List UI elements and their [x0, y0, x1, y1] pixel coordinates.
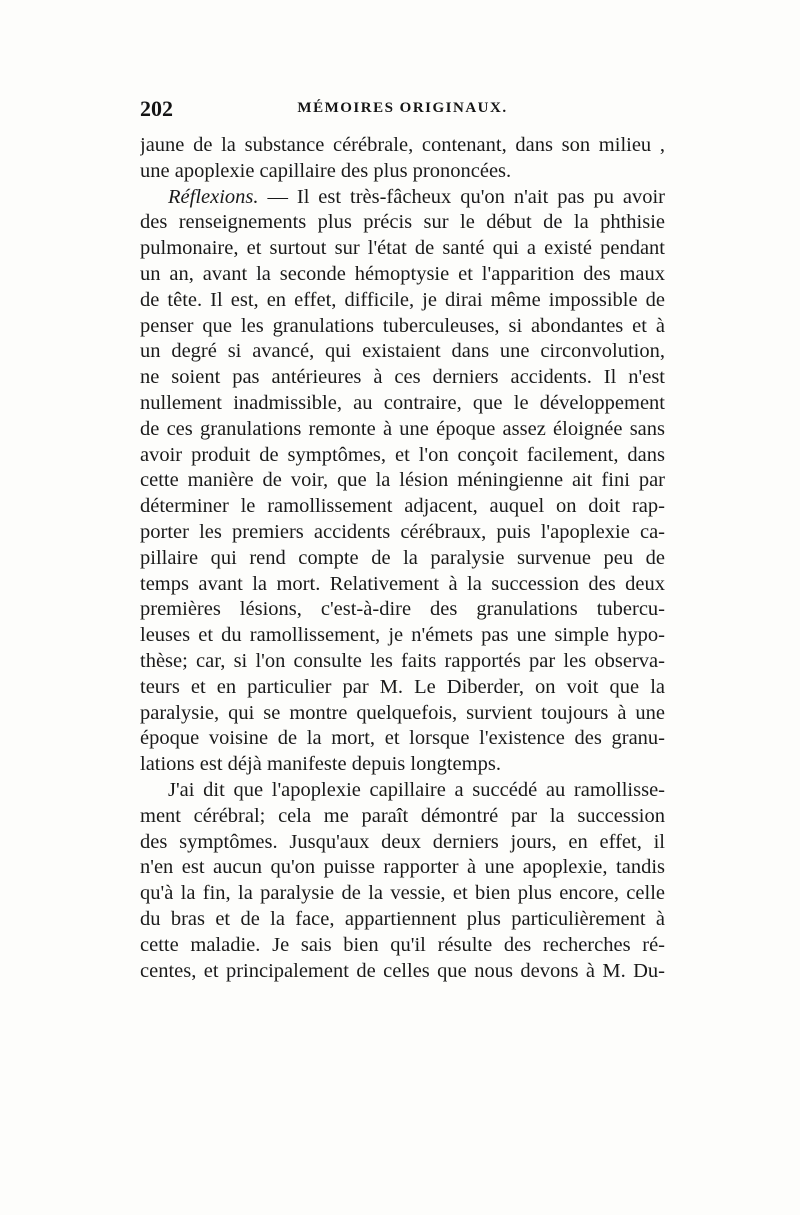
text-line: nullement inadmissible, au contraire, que le développement — [140, 391, 665, 414]
reflexions-heading: Réflexions. — [168, 185, 259, 208]
text-line: jaune de la substance cérébrale, contenant, dans son milieu , — [140, 134, 665, 156]
body-text — [140, 133, 665, 984]
text-line: un degré si avancé, qui existaient dans une circonvolution, — [140, 340, 665, 363]
page-number: 202 — [140, 96, 173, 121]
text-line: cette manière de voir, que la lésion méningienne ait fini par — [140, 469, 665, 492]
text-line: thèse; car, si l'on consulte les faits rapportés par les observa- — [140, 649, 665, 672]
text-line: un an, avant la seconde hémoptysie et l'apparition des maux — [140, 262, 665, 285]
text-line: penser que les granulations tuberculeuses, si abondantes et à — [140, 314, 665, 337]
text-line: premières lésions, c'est-à-dire des granulations tubercu- — [140, 598, 665, 621]
text-line: des renseignements plus précis sur le début de la phthisie — [140, 211, 665, 234]
text-line: leuses et du ramollissement, je n'émets pas une simple hypo- — [140, 624, 665, 647]
text-line: avoir produit de symptômes, et l'on conçoit facilement, dans — [140, 443, 665, 466]
text-line: ment cérébral; cela me paraît démontré par la succession — [140, 804, 665, 827]
text-line: centes, et principalement de celles que nous devons à M. Du- — [140, 959, 665, 982]
text-line: lations est déjà manifeste depuis longtemps. — [140, 753, 501, 776]
text-line: de ces granulations remonte à une époque assez éloignée sans — [140, 417, 665, 440]
text-line: teurs et en particulier par M. Le Diberder, on voit que la — [140, 675, 665, 698]
text-line: une apoplexie capillaire des plus prononcées. — [140, 159, 512, 182]
text-span: — Il est très-fâcheux qu'on n'ait pas pu avoir — [258, 185, 665, 208]
text-line — [140, 185, 665, 211]
text-line: cette maladie. Je sais bien qu'il résulte des recherches ré- — [140, 933, 665, 956]
text-line: du bras et de la face, appartiennent plus particulièrement à — [140, 907, 665, 930]
text-line: des symptômes. Jusqu'aux deux derniers jours, en effet, il — [140, 830, 665, 853]
text-line: de tête. Il est, en effet, difficile, je dirai même impossible de — [140, 288, 665, 311]
text-line: n'en est aucun qu'on puisse rapporter à une apoplexie, tandis — [140, 856, 665, 879]
running-head: MÉMOIRES ORIGINAUX. — [297, 100, 508, 116]
text-line: porter les premiers accidents cérébraux, puis l'apoplexie ca- — [140, 520, 665, 543]
text-line: ne soient pas antérieures à ces derniers accidents. Il n'est — [140, 366, 665, 389]
text-line: pulmonaire, et surtout sur l'état de santé qui a existé pendant — [140, 237, 665, 260]
text-line: J'ai dit que l'apoplexie capillaire a succédé au ramollisse- — [168, 778, 665, 801]
text-line: déterminer le ramollissement adjacent, auquel on doit rap- — [140, 495, 665, 518]
page-header — [140, 96, 665, 126]
text-line: époque voisine de la mort, et lorsque l'existence des granu- — [140, 727, 665, 750]
text-line: pillaire qui rend compte de la paralysie survenue peu de — [140, 546, 665, 569]
text-line: qu'à la fin, la paralysie de la vessie, et bien plus encore, celle — [140, 882, 665, 905]
text-line: paralysie, qui se montre quelquefois, survient toujours à une — [140, 701, 665, 724]
text-line: temps avant la mort. Relativement à la succession des deux — [140, 572, 665, 595]
